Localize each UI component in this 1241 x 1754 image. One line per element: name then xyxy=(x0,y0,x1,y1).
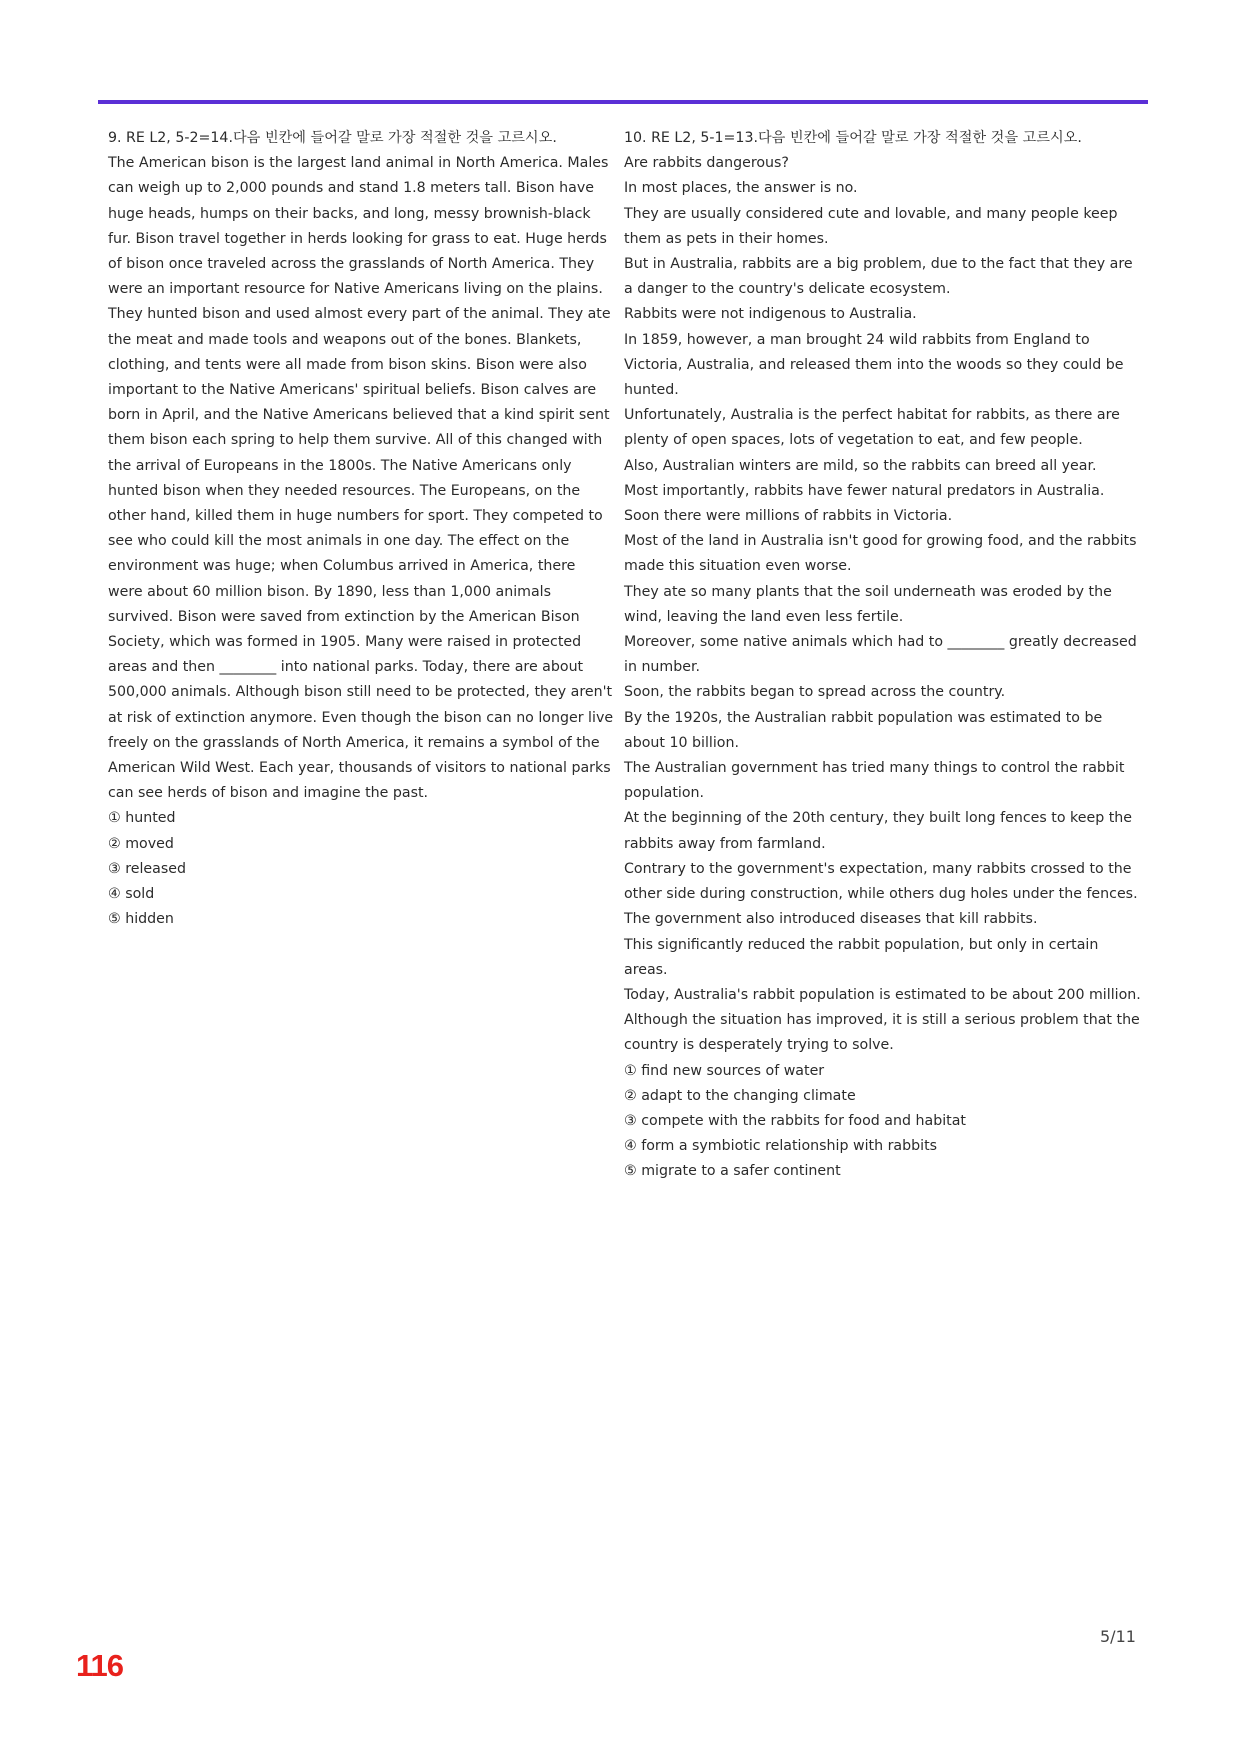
question-10-heading: 10. RE L2, 5-1=13.다음 빈칸에 들어갈 말로 가장 적절한 것을 고르시오. xyxy=(624,130,1082,146)
passage-line: In most places, the answer is no. xyxy=(624,180,858,197)
passage-line: Most of the land in Australia isn't good for growing food, and the rabbits made this situation even worse. xyxy=(624,533,1137,575)
header-rule xyxy=(98,100,1148,104)
brand-logo: 116 xyxy=(76,1648,124,1683)
passage-line: This significantly reduced the rabbit population, but only in certain areas. xyxy=(624,936,1099,978)
question-9-passage: The American bison is the largest land animal in North America. Males can weigh up to 2,000 pounds and stand 1.8 meters tall. Bison have huge heads, humps on their backs, and long, messy brownish-black fur. Bison travel together in herds looking for grass to eat. Huge herds of bison once traveled across the grasslands of North America. They were an important resource for Native Americans living on the plains. They hunted bison and used almost every part of the animal. They ate the meat and made tools and weapons out of the bones. Blankets, clothing, and tents were all made from bison skins. Bison were also important to the Native Americans' spiritual beliefs. Bison calves are born in April, and the Native Americans believed that a kind spirit sent them bison each spring to help them survive. All of this changed with the arrival of Europeans in the 1800s. The Native Americans only hunted bison when they needed resources. The Europeans, on the other hand, killed them in huge numbers for sport. They competed to see who could kill the most animals in one day. The effect on the environment was huge; when Columbus arrived in America, there were about 60 million bison. By 1890, less than 1,000 animals survived. Bison were saved from extinction by the American Bison Society, which was formed in 1905. Many were raised in protected areas and then ________ into national parks. Today, there are about 500,000 animals. Although bison still need to be protected, they aren't at risk of extinction anymore. Even though the bison can no longer live freely on the grasslands of North America, it remains a symbol of the American Wild West. Each year, thousands of visitors to national parks can see herds of bison and imagine the past. xyxy=(108,155,614,802)
question-10-option-4[interactable]: ④ form a symbiotic relationship with rabbits xyxy=(624,1138,938,1155)
passage-line: Unfortunately, Australia is the perfect habitat for rabbits, as there are plenty of open spaces, lots of vegetation to eat, and few people. xyxy=(624,407,1120,449)
question-9-heading: 9. RE L2, 5-2=14.다음 빈칸에 들어갈 말로 가장 적절한 것을 고르시오. xyxy=(108,130,557,146)
question-9-option-3[interactable]: ③ released xyxy=(108,860,186,877)
question-10-option-2[interactable]: ② adapt to the changing climate xyxy=(624,1087,856,1104)
passage-line: At the beginning of the 20th century, they built long fences to keep the rabbits away from farmland. xyxy=(624,810,1132,852)
question-9-option-1[interactable]: ① hunted xyxy=(108,810,176,827)
question-10-option-1[interactable]: ① find new sources of water xyxy=(624,1062,825,1079)
passage-line: Most importantly, rabbits have fewer natural predators in Australia. xyxy=(624,482,1105,499)
passage-line: By the 1920s, the Australian rabbit population was estimated to be about 10 billion. xyxy=(624,709,1103,751)
passage-line: Are rabbits dangerous? xyxy=(624,155,789,172)
passage-line: Soon, the rabbits began to spread across the country. xyxy=(624,684,1006,701)
question-10-option-3[interactable]: ③ compete with the rabbits for food and habitat xyxy=(624,1112,966,1129)
question-9-option-4[interactable]: ④ sold xyxy=(108,886,155,903)
question-9-option-5[interactable]: ⑤ hidden xyxy=(108,911,174,928)
page-indicator: 5/11 xyxy=(1100,1627,1136,1646)
question-10 xyxy=(624,126,1144,1185)
question-9 xyxy=(108,126,614,933)
question-9-option-2[interactable]: ② moved xyxy=(108,835,174,852)
question-10-passage xyxy=(624,151,1144,1058)
passage-line: In 1859, however, a man brought 24 wild rabbits from England to Victoria, Australia, and released them into the woods so they could be hunted. xyxy=(624,331,1124,399)
passage-line: The Australian government has tried many things to control the rabbit population. xyxy=(624,760,1125,802)
question-10-option-5[interactable]: ⑤ migrate to a safer continent xyxy=(624,1163,841,1180)
passage-line: Contrary to the government's expectation, many rabbits crossed to the other side during construction, while others dug holes under the fences. xyxy=(624,860,1138,903)
passage-line: They ate so many plants that the soil underneath was eroded by the wind, leaving the land even less fertile. xyxy=(624,583,1112,625)
passage-line: Soon there were millions of rabbits in Victoria. xyxy=(624,508,953,525)
passage-line: Rabbits were not indigenous to Australia. xyxy=(624,306,917,323)
passage-line: They are usually considered cute and lovable, and many people keep them as pets in their homes. xyxy=(624,205,1118,247)
passage-line: But in Australia, rabbits are a big problem, due to the fact that they are a danger to the country's delicate ecosystem. xyxy=(624,256,1133,298)
passage-line: Although the situation has improved, it is still a serious problem that the country is desperately trying to solve. xyxy=(624,1012,1140,1054)
passage-line: The government also introduced diseases that kill rabbits. xyxy=(624,911,1038,928)
passage-line: Today, Australia's rabbit population is estimated to be about 200 million. xyxy=(624,986,1141,1003)
passage-line: Moreover, some native animals which had to ________ greatly decreased in number. xyxy=(624,634,1137,676)
passage-line: Also, Australian winters are mild, so the rabbits can breed all year. xyxy=(624,457,1097,474)
